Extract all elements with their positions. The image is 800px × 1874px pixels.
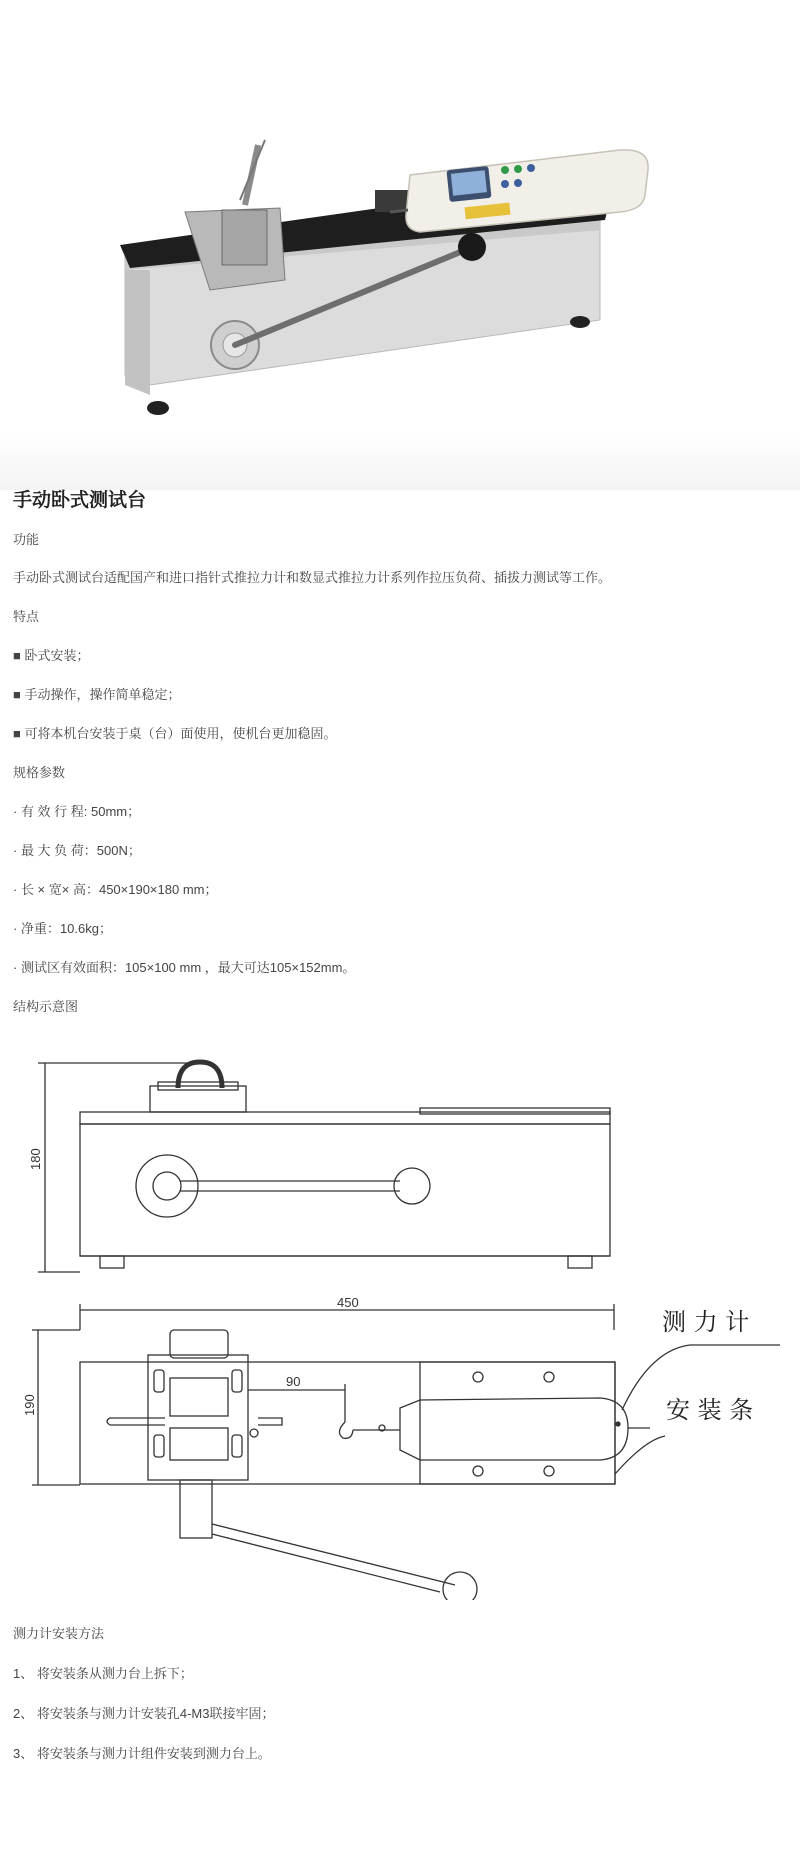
page-title: 手动卧式测试台 xyxy=(13,490,147,511)
spec-item: · 长 × 宽× 高：450×190×180 mm； xyxy=(13,882,218,897)
dimension-length-label: 450 xyxy=(337,1295,359,1310)
specs-heading: 规格参数 xyxy=(13,765,66,780)
structure-diagram xyxy=(0,1040,800,1600)
function-text: 手动卧式测试台适配国产和进口指针式推拉力计和数显式推拉力计系列作拉压负荷、插拔力测试等工作。 xyxy=(13,570,612,585)
test-stand-illustration xyxy=(0,0,800,490)
mounting-bar-label: 安 装 条 xyxy=(666,1396,754,1424)
force-gauge-icon xyxy=(390,150,648,232)
dimension-height-label: 180 xyxy=(28,1148,43,1170)
function-heading: 功能 xyxy=(13,532,40,547)
features-heading: 特点 xyxy=(13,609,40,624)
top-view xyxy=(32,1304,780,1600)
install-step: 3、 将安装条与测力计组件安装到测力台上。 xyxy=(13,1746,271,1761)
dimension-hook-label: 90 xyxy=(286,1374,301,1389)
structure-heading: 结构示意图 xyxy=(13,999,79,1014)
spec-item: · 有 效 行 程: 50mm； xyxy=(13,804,141,819)
feature-item: ■ 手动操作，操作简单稳定； xyxy=(13,687,181,702)
feature-item: ■ 可将本机台安装于桌（台）面使用，使机台更加稳固。 xyxy=(13,726,337,741)
spec-item: · 测试区有效面积：105×100 mm ，最大可达105×152mm。 xyxy=(13,960,356,975)
spec-item: · 最 大 负 荷：500N； xyxy=(13,843,141,858)
feature-item: ■ 卧式安装； xyxy=(13,648,90,663)
front-view xyxy=(38,1062,610,1272)
product-photo xyxy=(0,0,800,490)
install-step: 1、 将安装条从测力台上拆下； xyxy=(13,1666,193,1681)
install-heading: 测力计安装方法 xyxy=(13,1626,105,1641)
force-gauge-label: 测 力 计 xyxy=(662,1308,750,1336)
dimension-width-label: 190 xyxy=(22,1394,37,1416)
spec-item: · 净重：10.6kg； xyxy=(13,921,112,936)
install-step: 2、 将安装条与测力计安装孔4-M3联接牢固； xyxy=(13,1706,275,1721)
product-description xyxy=(13,486,783,516)
